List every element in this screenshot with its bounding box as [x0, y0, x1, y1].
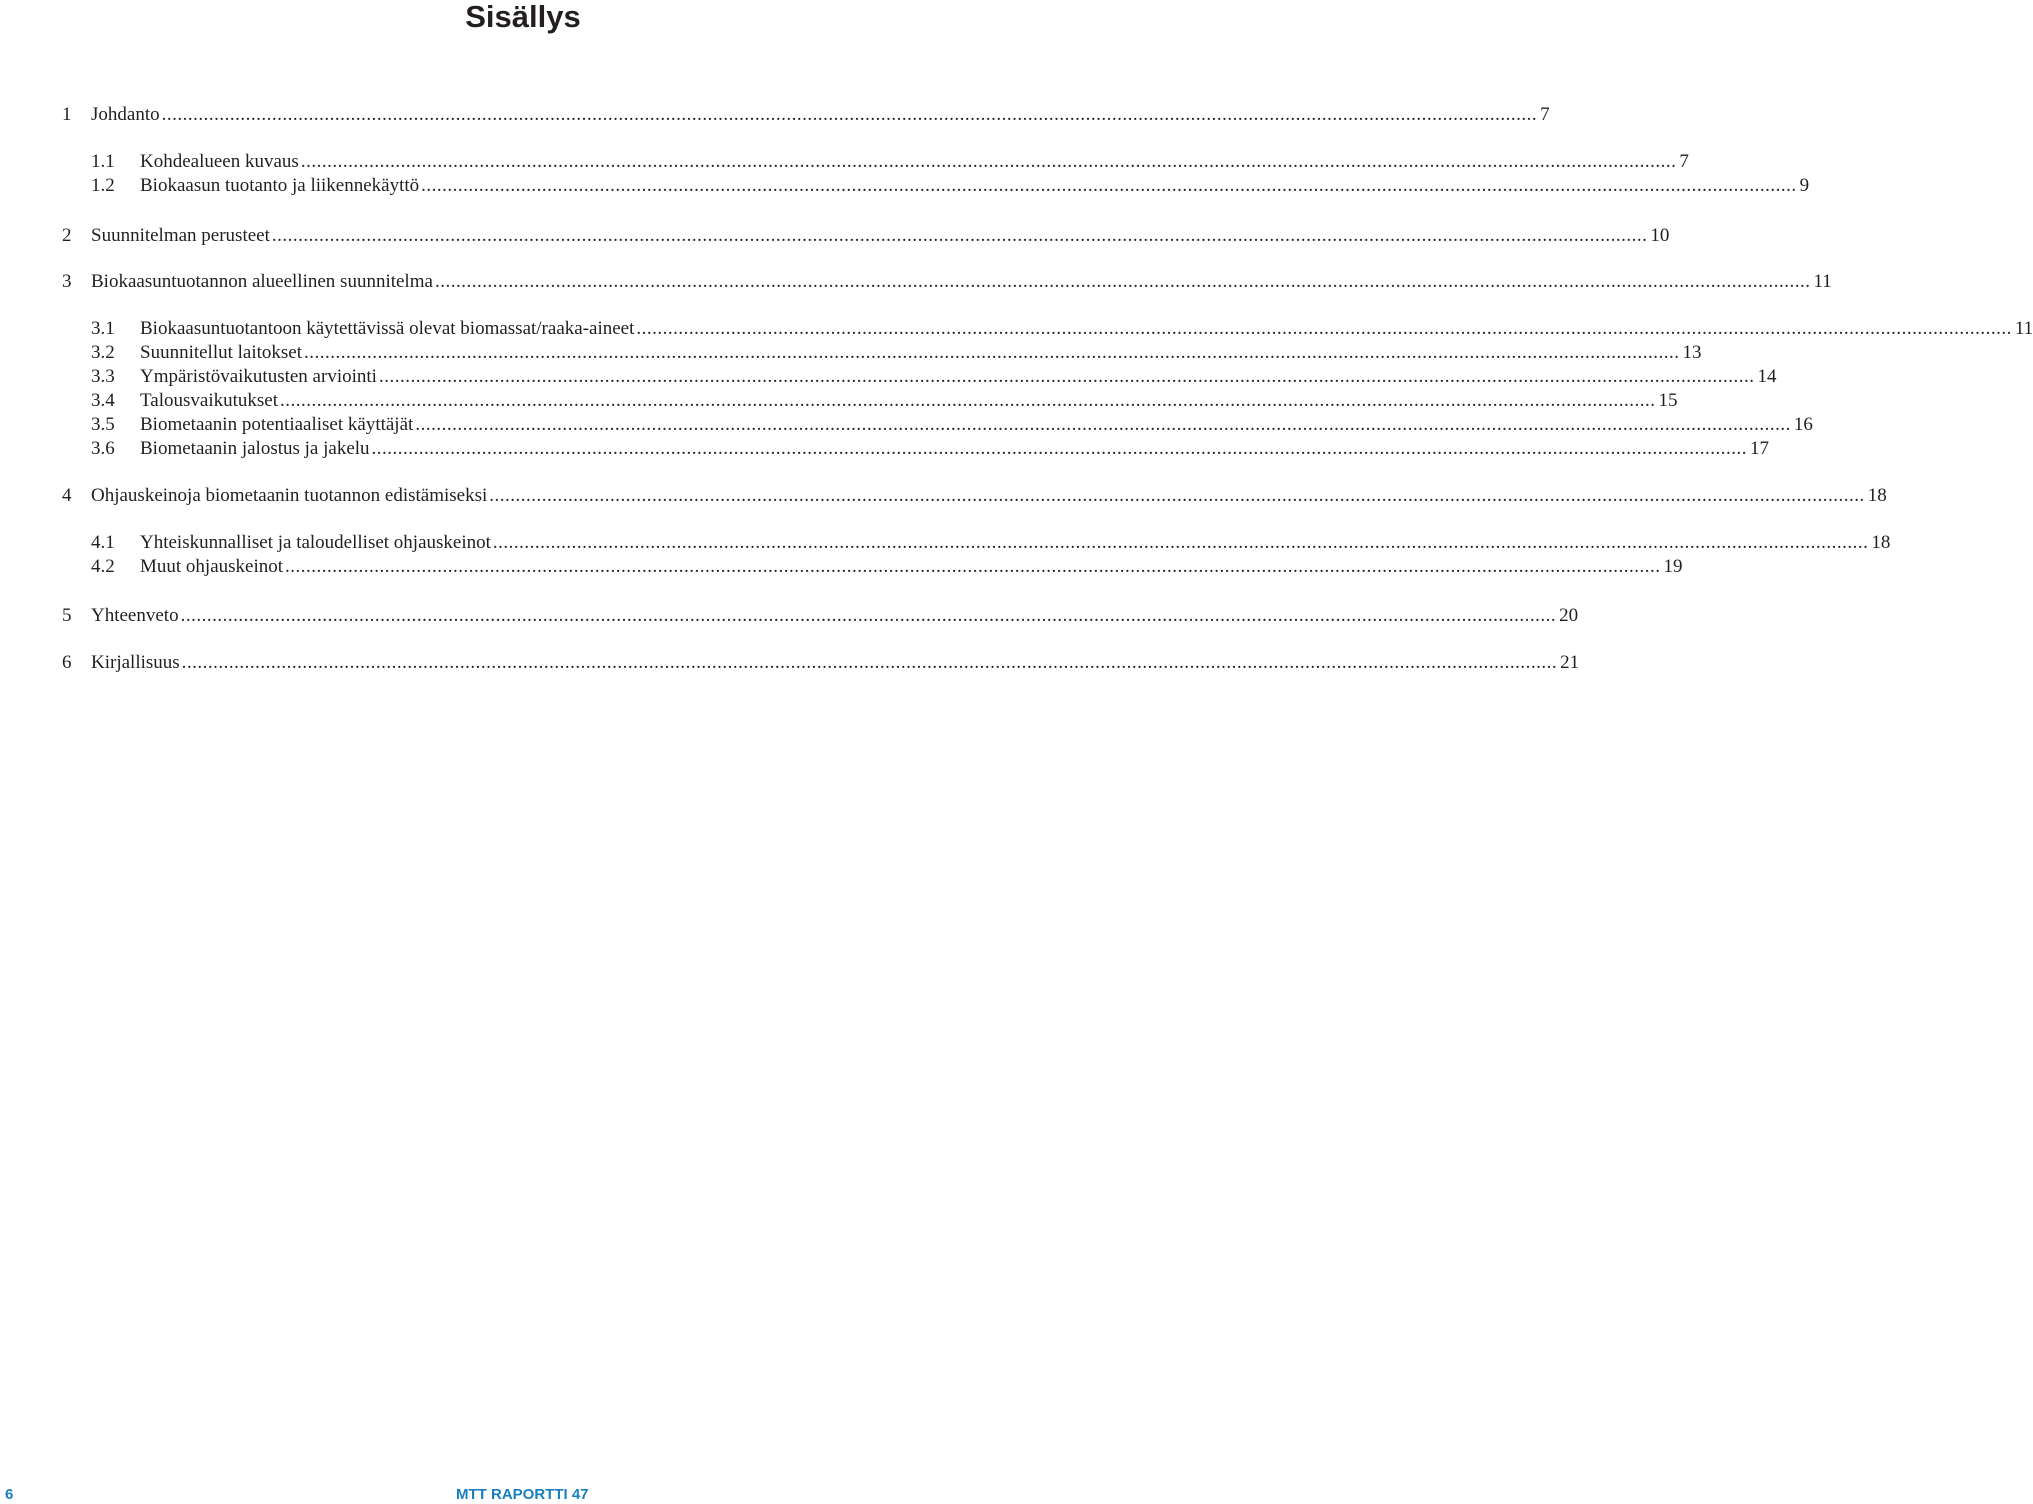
toc-entry[interactable]	[91, 150, 1689, 174]
toc-entry[interactable]	[91, 531, 1891, 555]
toc-dot-leader	[379, 365, 1755, 389]
toc-dot-leader	[493, 531, 1869, 555]
toc-entry[interactable]	[91, 413, 1813, 437]
toc-entry-number: 1.2	[91, 175, 115, 196]
footer-report-name: MTT RAPORTTI 47	[456, 1486, 589, 1503]
toc-dot-leader	[435, 270, 1811, 294]
toc-entry-page: 20	[1559, 605, 1579, 626]
toc-entry-title: Johdanto	[91, 104, 160, 125]
toc-entry-title: Suunnitellut laitokset	[140, 342, 303, 363]
toc-dot-leader	[285, 555, 1661, 579]
toc-entry-number: 1	[62, 104, 72, 125]
toc-entry[interactable]	[62, 651, 1580, 675]
toc-entry-title: Kirjallisuus	[91, 652, 180, 673]
toc-dot-leader	[372, 437, 1748, 461]
toc-entry-title: Biokaasuntuotantoon käytettävissä olevat biomassat/raaka-aineet	[140, 318, 635, 339]
toc-entry[interactable]	[91, 437, 1770, 461]
toc-entry-number: 3.1	[91, 318, 115, 339]
toc-entry-title: Biometaanin potentiaaliset käyttäjät	[140, 414, 414, 435]
toc-entry-title: Biokaasun tuotanto ja liikennekäyttö	[140, 175, 420, 196]
toc-entry-number: 3.5	[91, 414, 115, 435]
toc-entry-number: 6	[62, 652, 72, 673]
page-title: Sisällys	[465, 0, 581, 34]
toc-dot-leader	[280, 389, 1656, 413]
toc-entry-title: Yhteenveto	[91, 605, 179, 626]
toc-dot-leader	[301, 150, 1677, 174]
toc-entry-page: 13	[1682, 342, 1702, 363]
toc-entry-number: 4.1	[91, 532, 115, 553]
toc-entry-title: Ohjauskeinoja biometaanin tuotannon edistämiseksi	[91, 485, 488, 506]
toc-entry-page: 7	[1679, 151, 1689, 172]
toc-entry[interactable]	[91, 389, 1678, 413]
toc-entry-number: 3.4	[91, 390, 115, 411]
toc-entry[interactable]	[91, 317, 2033, 341]
toc-entry-page: 10	[1650, 225, 1670, 246]
toc-dot-leader	[304, 341, 1680, 365]
toc-entry-title: Ympäristövaikutusten arviointi	[140, 366, 377, 387]
toc-entry-number: 3.6	[91, 438, 115, 459]
toc-entry-title: Suunnitelman perusteet	[91, 225, 270, 246]
toc-entry-title: Talousvaikutukset	[140, 390, 278, 411]
toc-entry-number: 3.2	[91, 342, 115, 363]
toc-entry-number: 4	[62, 485, 72, 506]
toc-entry[interactable]	[62, 484, 1887, 508]
toc-entry[interactable]	[91, 341, 1702, 365]
toc-entry-page: 9	[1799, 175, 1810, 196]
toc-entry[interactable]	[62, 103, 1550, 127]
toc-entry[interactable]	[91, 365, 1777, 389]
toc-entry-page: 11	[2014, 318, 2033, 339]
toc-entry-page: 18	[1867, 485, 1887, 506]
toc-dot-leader	[162, 103, 1538, 127]
toc-dot-leader	[415, 413, 1791, 437]
toc-entry-title: Kohdealueen kuvaus	[140, 151, 299, 172]
toc-entry-page: 14	[1757, 366, 1777, 387]
toc-entry-title: Biometaanin jalostus ja jakelu	[140, 438, 370, 459]
toc-entry-page: 21	[1560, 652, 1580, 673]
toc-entry[interactable]	[62, 604, 1579, 628]
toc-entry-page: 18	[1871, 532, 1891, 553]
toc-entry-page: 17	[1750, 438, 1770, 459]
toc-entry-title: Biokaasuntuotannon alueellinen suunnitelma	[91, 271, 433, 292]
footer-page-number: 6	[5, 1486, 14, 1503]
toc-dot-leader	[636, 317, 2012, 341]
toc-dot-leader	[182, 651, 1558, 675]
toc-entry-page: 16	[1793, 414, 1813, 435]
toc-entry[interactable]	[62, 270, 1832, 294]
toc-entry-number: 2	[62, 225, 72, 246]
toc-entry-page: 11	[1813, 271, 1832, 292]
toc-entry-number: 3	[62, 271, 72, 292]
toc-entry-page: 19	[1663, 556, 1683, 577]
toc-entry-number: 3.3	[91, 366, 115, 387]
toc-entry-page: 7	[1540, 104, 1550, 125]
toc-dot-leader	[489, 484, 1865, 508]
toc-entry[interactable]	[91, 174, 1810, 198]
toc-dot-leader	[181, 604, 1557, 628]
toc-entry-title: Yhteiskunnalliset ja taloudelliset ohjauskeinot	[140, 532, 491, 553]
toc-entry[interactable]	[62, 224, 1670, 248]
toc-entry-page: 15	[1658, 390, 1678, 411]
toc-dot-leader	[421, 174, 1797, 198]
toc-entry-number: 4.2	[91, 556, 115, 577]
toc-entry-number: 5	[62, 605, 72, 626]
toc-dot-leader	[272, 224, 1648, 248]
toc-entry-title: Muut ohjauskeinot	[140, 556, 284, 577]
toc-entry-number: 1.1	[91, 151, 115, 172]
toc-entry[interactable]	[91, 555, 1683, 579]
